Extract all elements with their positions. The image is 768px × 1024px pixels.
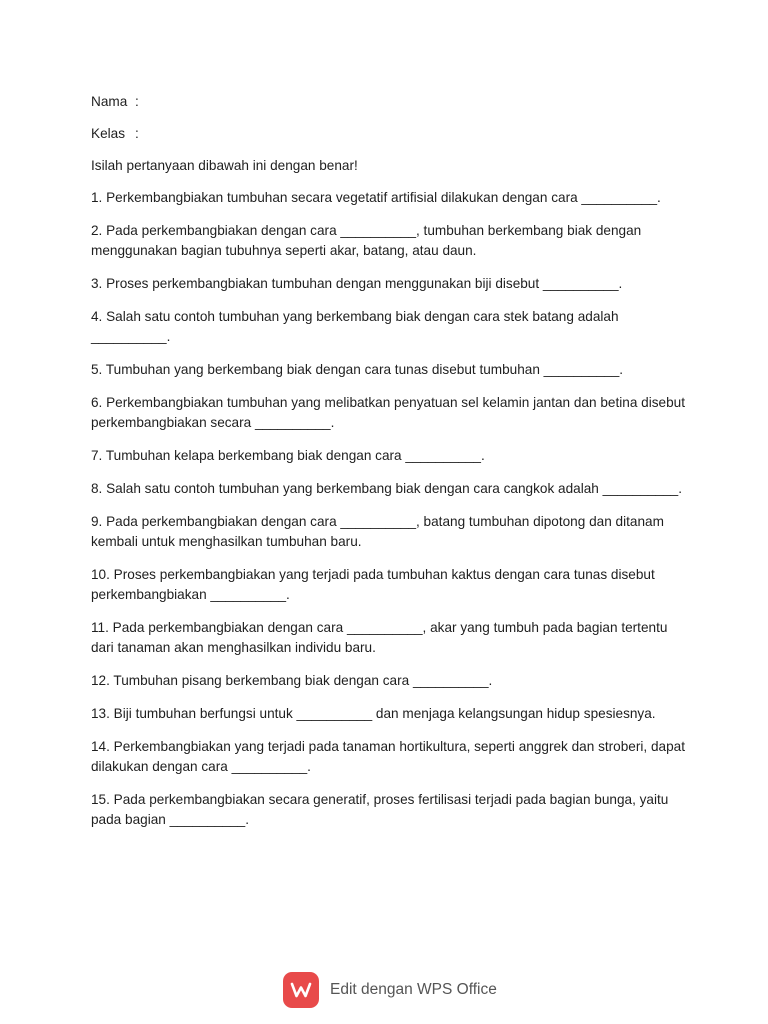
- question-11: 11. Pada perkembangbiakan dengan cara __________, akar yang tumbuh pada bagian tertentu dari tanaman akan menghasilkan individu baru.: [91, 620, 668, 655]
- instruction-text: Isilah pertanyaan dibawah ini dengan benar!: [91, 158, 358, 173]
- question-7: 7. Tumbuhan kelapa berkembang biak dengan cara __________.: [91, 448, 485, 463]
- nama-colon: :: [135, 94, 139, 109]
- document-page: [91, 92, 691, 843]
- question-9: 9. Pada perkembangbiakan dengan cara __________, batang tumbuhan dipotong dan ditanam kembali untuk menghasilkan tumbuhan baru.: [91, 514, 664, 549]
- kelas-label: Kelas: [91, 126, 126, 141]
- wps-office-logo-icon: [283, 972, 319, 1008]
- question-6: 6. Perkembangbiakan tumbuhan yang melibatkan penyatuan sel kelamin jantan dan betina disebut perkembangbiakan secara __________.: [91, 395, 685, 430]
- question-15: 15. Pada perkembangbiakan secara generatif, proses fertilisasi terjadi pada bagian bunga, yaitu pada bagian __________.: [91, 792, 669, 827]
- question-5: 5. Tumbuhan yang berkembang biak dengan cara tunas disebut tumbuhan __________.: [91, 362, 624, 377]
- question-13: 13. Biji tumbuhan berfungsi untuk __________ dan menjaga kelangsungan hidup spesiesnya.: [91, 706, 656, 721]
- kelas-colon: :: [135, 126, 139, 141]
- question-4: 4. Salah satu contoh tumbuhan yang berkembang biak dengan cara stek batang adalah __________.: [91, 309, 619, 344]
- edit-with-wps-banner[interactable]: [283, 972, 497, 1008]
- kelas-field: [91, 124, 691, 144]
- question-10: 10. Proses perkembangbiakan yang terjadi pada tumbuhan kaktus dengan cara tunas disebut perkembangbiakan __________.: [91, 567, 655, 602]
- nama-label: Nama: [91, 94, 128, 109]
- question-2: 2. Pada perkembangbiakan dengan cara __________, tumbuhan berkembang biak dengan menggunakan bagian tubuhnya seperti akar, batang, atau daun.: [91, 223, 642, 258]
- question-1: 1. Perkembangbiakan tumbuhan secara vegetatif artifisial dilakukan dengan cara __________.: [91, 190, 661, 205]
- question-3: 3. Proses perkembangbiakan tumbuhan dengan menggunakan biji disebut __________.: [91, 276, 623, 291]
- question-14: 14. Perkembangbiakan yang terjadi pada tanaman hortikultura, seperti anggrek dan stroberi, dapat dilakukan dengan cara __________.: [91, 739, 685, 774]
- nama-field: [91, 92, 691, 112]
- edit-with-wps-text[interactable]: Edit dengan WPS Office: [330, 981, 497, 998]
- question-8: 8. Salah satu contoh tumbuhan yang berkembang biak dengan cara cangkok adalah __________.: [91, 481, 683, 496]
- question-12: 12. Tumbuhan pisang berkembang biak dengan cara __________.: [91, 673, 493, 688]
